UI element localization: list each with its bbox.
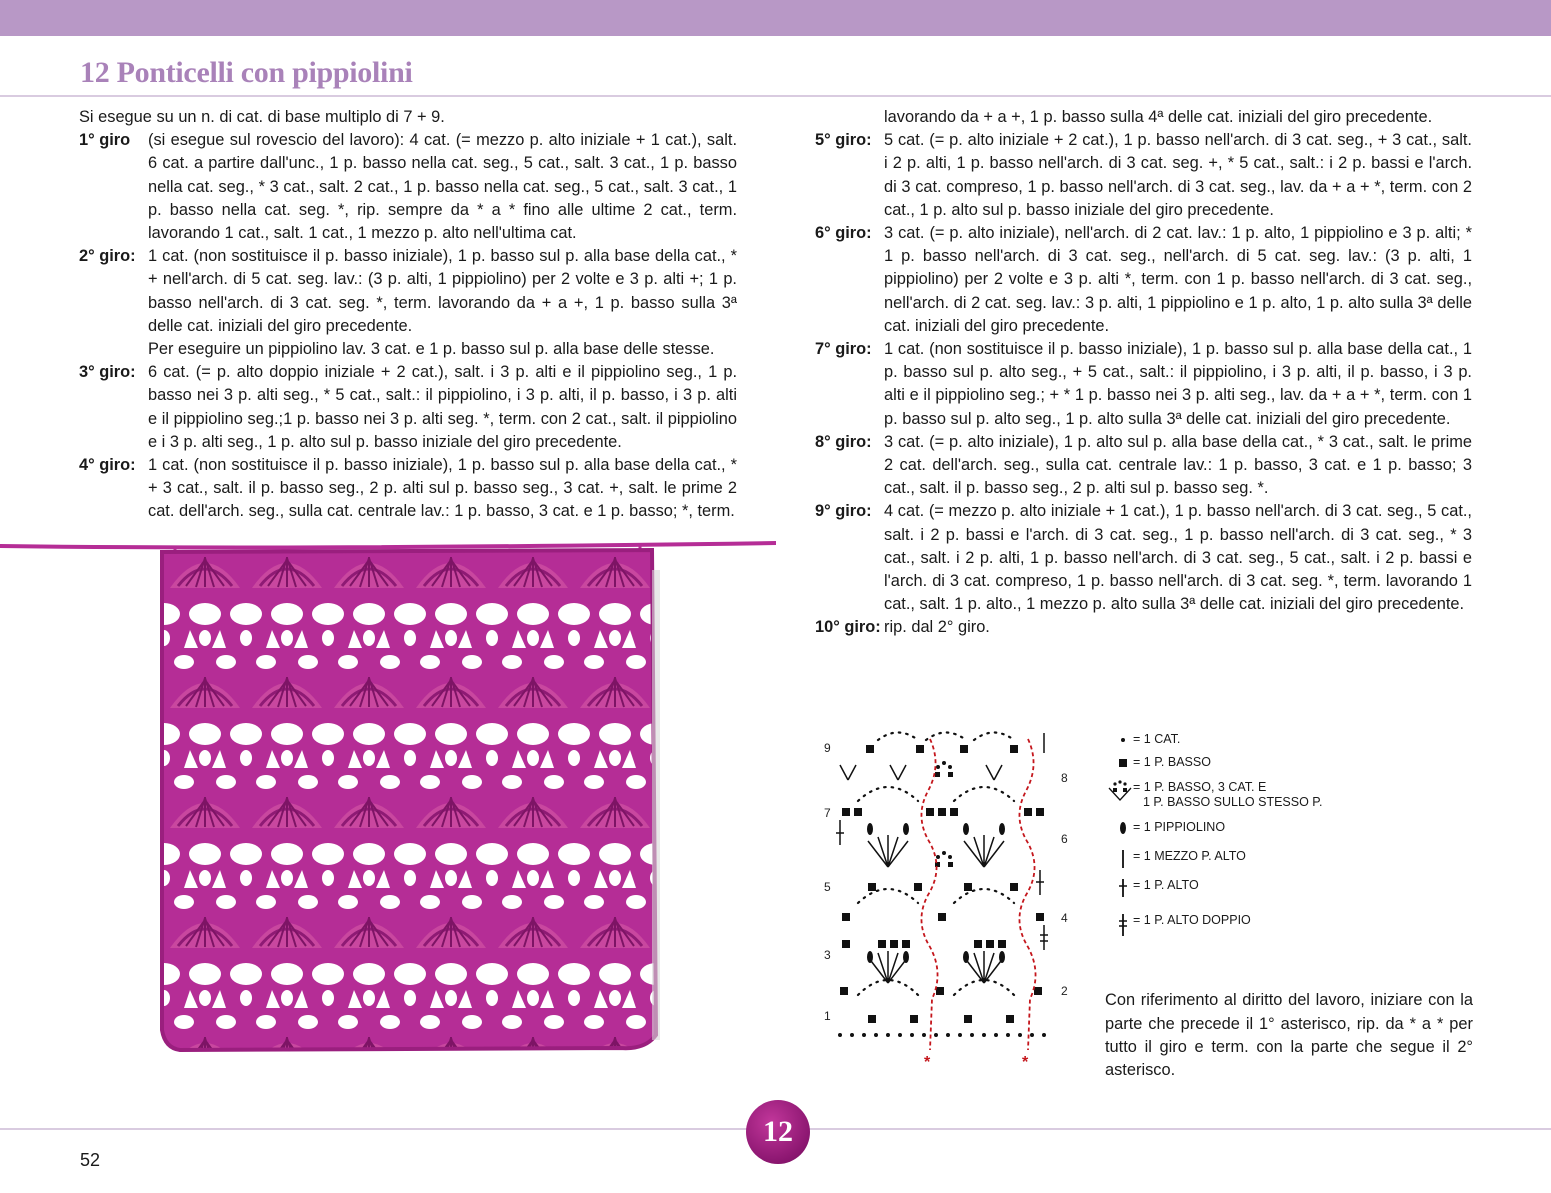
round-text: 1 cat. (non sostituisce il p. basso iniziale), 1 p. basso sul p. alla base della cat., * + nell'arch. di 5 cat. seg. lav.: (3 p. alti, 1 pippiolino) per 2 volte e 3 p. alti +; 1 p. basso nell'arch. di 3 cat. seg. *, term. lavorando da + a +, 1 p. basso sulla 3ª delle cat. iniziali del giro precedente.: [148, 247, 737, 335]
crochet-chart-diagram: [818, 725, 1078, 1070]
round-9: [815, 500, 1472, 616]
title-divider: [0, 95, 1551, 97]
repeat-asterisk-right: *: [1022, 1054, 1029, 1070]
intro-text: Si esegue su un n. di cat. di base multiplo di 7 + 9.: [79, 108, 445, 126]
row-number-9: 9: [824, 741, 831, 755]
right-text-column: [815, 106, 1472, 640]
vertical-bar-icon: [1105, 849, 1133, 871]
picot-group-icon: [1105, 780, 1133, 802]
teardrop-picot-icon: [1105, 820, 1133, 842]
round-label: 9° giro:: [815, 502, 872, 521]
legend-item-treble: = 1 P. ALTO DOPPIO: [1105, 913, 1251, 935]
row-number-4: 4: [1061, 911, 1068, 925]
crochet-swatch-photo: [0, 530, 776, 1070]
page-number: 52: [80, 1150, 101, 1170]
round-text: 5 cat. (= p. alto iniziale + 2 cat.), 1 p. basso nell'arch. di 3 cat. seg., + 3 cat., salt. i 2 p. alti, 1 p. basso nell'arch. di 3 cat. seg. +, * 5 cat., salt.: i 2 p. bassi e l'arch. di 3 cat. compreso, 1 p. basso nell'arch. di 3 cat. seg., lav. da + a + *, term. con 2 cat., 1 p. alto sul p. basso iniziale del giro precedente.: [884, 131, 1472, 219]
row-number-7: 7: [824, 806, 831, 820]
page-title: 12 Ponticelli con pippiolini: [80, 56, 413, 89]
repeat-asterisk-left: *: [924, 1054, 931, 1070]
round-text: (si esegue sul rovescio del lavoro): 4 cat. (= mezzo p. alto iniziale + 1 cat.), salt. 6 cat. a partire dall'unc., 1 p. basso nella cat. seg., 5 cat., salt. 3 cat., 1 p. basso nella cat. seg., * 3 cat., salt. 2 cat., 1 p. basso nella cat. seg., 5 cat., salt. 3 cat., 1 p. basso nella cat. seg. *, rip. sempre da * a * fino alle ultime 2 cat., term. lavorando 1 cat., salt. 1 cat., 1 mezzo p. alto nell'ultima cat.: [148, 131, 737, 243]
round-label: 3° giro:: [79, 363, 136, 382]
round-6: [815, 222, 1472, 338]
square-stitch-icon: [1105, 755, 1133, 777]
legend-item-pippiolino: = 1 PIPPIOLINO: [1105, 820, 1225, 842]
legend-item-half-double: = 1 MEZZO P. ALTO: [1105, 849, 1246, 871]
round-8: [815, 431, 1472, 501]
round-label: 5° giro:: [815, 131, 872, 150]
round-5: [815, 129, 1472, 222]
round-label: 1° giro: [79, 131, 131, 150]
row-number-2: 2: [1061, 984, 1068, 998]
round-text: 3 cat. (= p. alto iniziale), nell'arch. di 2 cat. lav.: 1 p. alto, 1 pippiolino e 3 p. alti; * 1 p. basso nell'arch. di 3 cat. seg., nell'arch. di 5 cat. seg. lav.: (3 p. alti, 1 pippiolino) per 2 volte e 3 p. alti *, term. con 1 p. basso nell'arch. di 3 cat. seg., nell'arch. di 2 cat. seg. lav.: 3 p. alti, 1 pippiolino e 1 p. alto, 1 p. alto sulla 3ª delle cat. iniziali del giro precedente.: [884, 224, 1472, 335]
round-label: 7° giro:: [815, 340, 872, 359]
round-7: [815, 338, 1472, 431]
round-text: 1 cat. (non sostituisce il p. basso iniziale), 1 p. basso sul p. alla base della cat., * + 3 cat., salt. il p. basso seg., 2 p. alti sul p. basso seg., 3 cat. +, salt. le prime 2 cat. dell'arch. seg., sulla cat. centrale lav.: 1 p. basso, 3 cat. e 1 p. basso; *, term.: [148, 456, 737, 521]
round-4: [79, 454, 737, 524]
row-number-1: 1: [824, 1009, 831, 1023]
chart-reading-note: Con riferimento al diritto del lavoro, iniziare con la parte che precede il 1° asterisco, rip. da * a * per tutto il giro e term. con la parte che segue il 2° asterisco.: [1105, 991, 1473, 1079]
round-2: [79, 245, 737, 338]
round-text: 6 cat. (= p. alto doppio iniziale + 2 cat.), salt. i 3 p. alti e il pippiolino seg., 1 p. basso nei 3 p. alti seg., * 5 cat., salt.: il pippiolino, i 3 p. alti, il p. basso, i 3 p. alti e il pippiolino seg.;1 p. basso nei 3 p. alti seg. *, term. con 2 cat., salt. il pippiolino e i 3 p. alti seg., 1 p. alto sul p. basso iniziale del giro precedente.: [148, 363, 737, 451]
row-number-6: 6: [1061, 832, 1068, 846]
pattern-number-badge: 12: [746, 1100, 810, 1164]
legend-picot-line2: 1 P. BASSO SULLO STESSO P.: [1143, 795, 1323, 809]
row-number-8: 8: [1061, 771, 1068, 785]
round-label: 10° giro:: [815, 618, 881, 637]
row-number-3: 3: [824, 948, 831, 962]
round-text: 3 cat. (= p. alto iniziale), 1 p. alto sul p. alla base della cat., * 3 cat., salt. le prime 2 cat. dell'arch. seg., sulla cat. centrale lav.: 1 p. basso, 3 cat. e 1 p. basso; 3 cat., salt. il p. basso seg., 2 p. alti sul p. basso seg. *.: [884, 432, 1472, 498]
round-label: 2° giro:: [79, 247, 136, 266]
round-label: 4° giro:: [79, 456, 136, 475]
double-cross-bar-icon: [1105, 913, 1133, 935]
round-label: 8° giro:: [815, 432, 872, 451]
legend-item-double: = 1 P. ALTO: [1105, 878, 1199, 900]
left-text-column: [79, 106, 737, 524]
legend-item-picot-group: [1105, 780, 1323, 810]
round-text: 4 cat. (= mezzo p. alto iniziale + 1 cat.), 1 p. basso nell'arch. di 3 cat. seg., 5 cat., salt. i 2 p. bassi e l'arch. di 3 cat. seg., 1 p. basso nell'arch. di 3 cat. seg., * 3 cat., salt. i 2 p. alti, 1 p. basso nell'arch. di 3 cat. seg., 5 cat., salt. i 2 p. bassi e l'arch. di 3 cat. compreso, 1 p. basso nell'arch. di 3 cat. seg. *, term. lavorando 1 cat., salt. 1 p. alto., 1 mezzo p. alto sulla 3ª delle cat. iniziali del giro precedente.: [884, 502, 1472, 614]
cross-bar-icon: [1105, 878, 1133, 900]
round-label: 6° giro:: [815, 224, 872, 243]
round-1: [79, 129, 737, 245]
legend-item-chain: = 1 CAT.: [1105, 732, 1180, 754]
legend-item-single-crochet: = 1 P. BASSO: [1105, 755, 1211, 777]
top-color-bar: [0, 0, 1551, 36]
pippiolino-note: Per eseguire un pippiolino lav. 3 cat. e 1 p. basso sul p. alla base delle stesse.: [148, 340, 715, 359]
symbol-legend: [1105, 727, 1405, 937]
chain-dot-icon: [1105, 732, 1133, 754]
round-3: [79, 361, 737, 454]
round-text: 1 cat. (non sostituisce il p. basso iniziale), 1 p. basso sul p. alla base della cat., 1 p. basso sul p. alto seg., + 5 cat., salt.: il pippiolino, i 3 p. alti, il p. basso, i 3 p. alti e il pippiolino seg.; + * 1 p. basso nei 3 p. alti seg., lav. da + a + *, term. con 1 p. basso sul p. alto seg., 1 p. alto sulla 3ª delle cat. iniziali del giro precedente.: [884, 340, 1472, 428]
legend-picot-line1: = 1 P. BASSO, 3 CAT. E: [1133, 780, 1267, 794]
round-text: rip. dal 2° giro.: [884, 618, 990, 637]
round-4-continued: lavorando da + a +, 1 p. basso sulla 4ª delle cat. iniziali del giro precedente.: [884, 108, 1433, 126]
row-number-5: 5: [824, 880, 831, 894]
round-10: [815, 616, 1472, 639]
